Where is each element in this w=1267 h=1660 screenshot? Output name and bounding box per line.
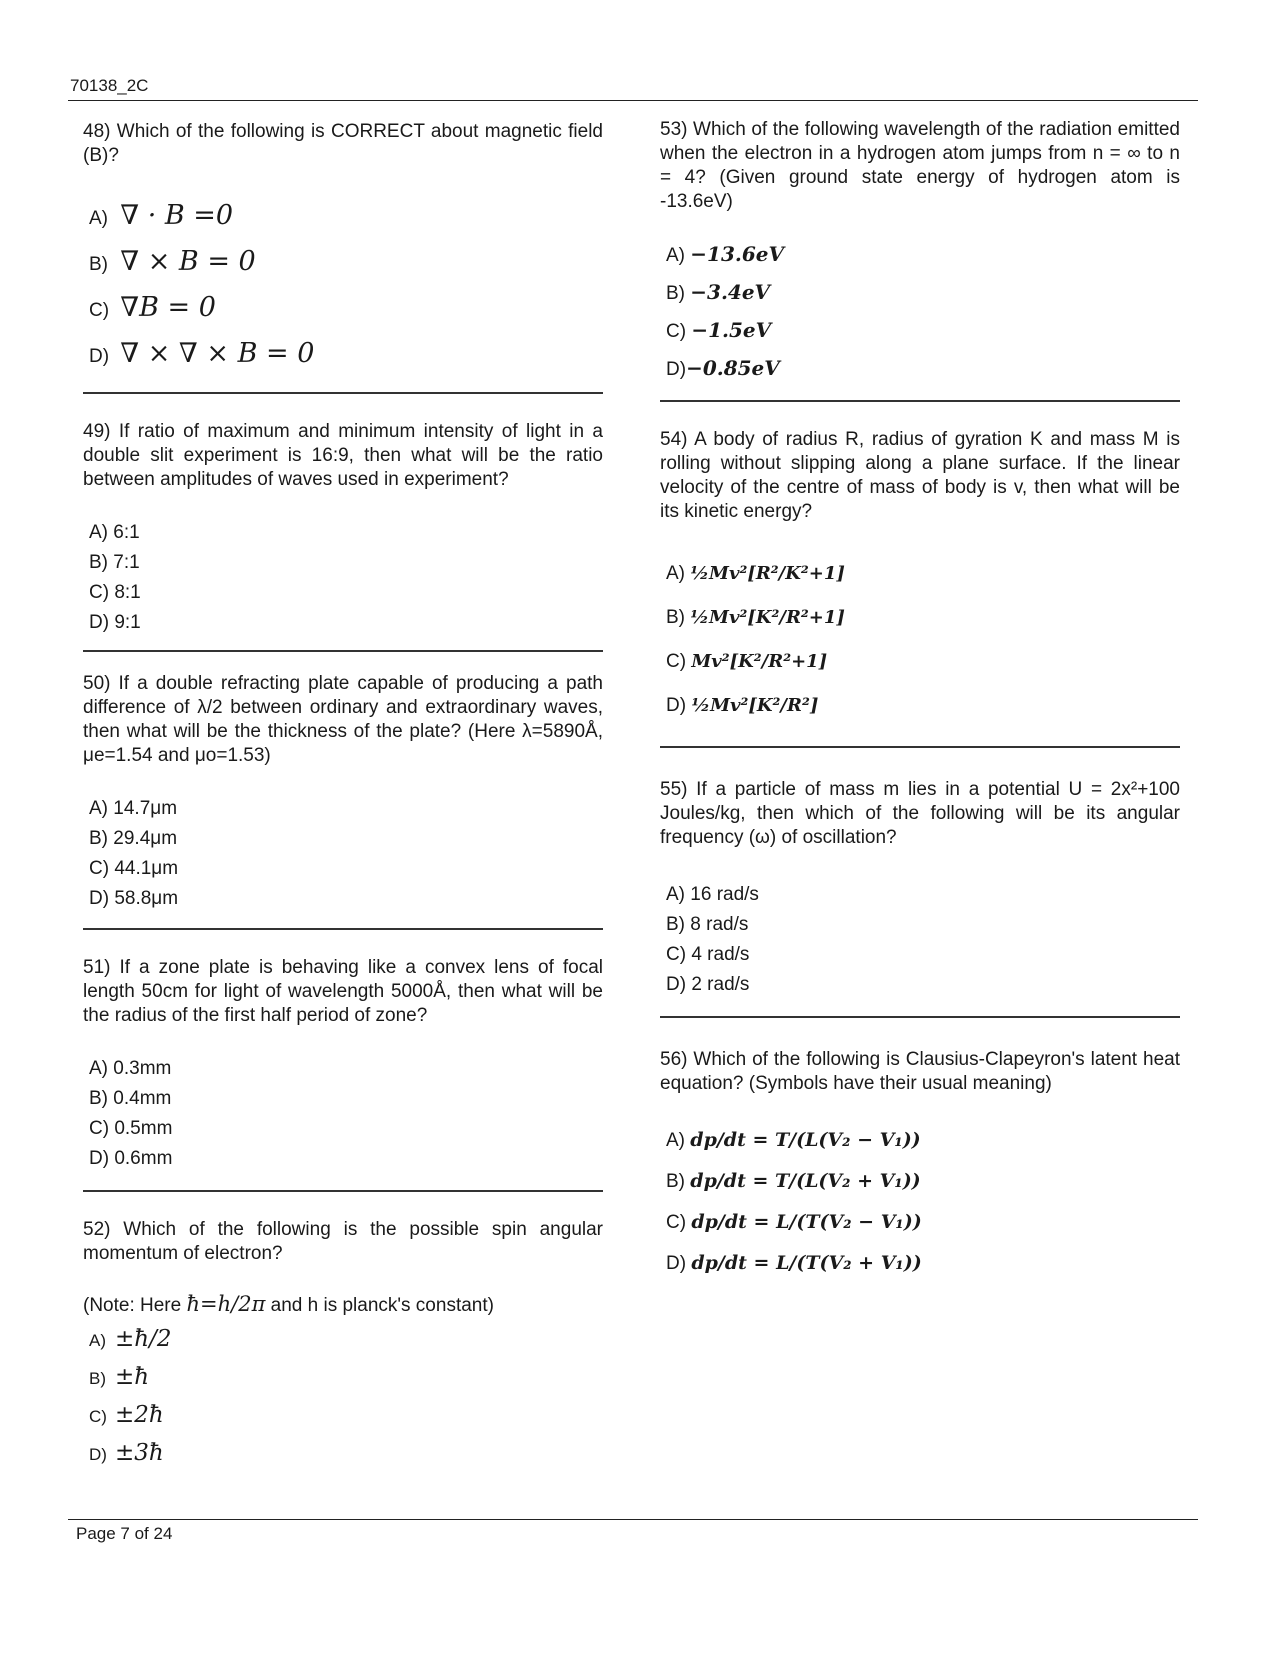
option-52-c[interactable]: C) ±2ħ (89, 1402, 164, 1428)
option-49-b[interactable]: B) 7:1 (89, 552, 140, 573)
separator (660, 1016, 1180, 1018)
option-52-b[interactable]: B) ±ħ (89, 1364, 150, 1390)
question-52-note: (Note: Here ħ=h/2π and h is planck's constant) (83, 1292, 494, 1316)
question-54 (660, 428, 1180, 748)
separator (660, 746, 1180, 748)
question-56 (660, 1048, 1180, 1284)
option-56-b[interactable]: B) dp/dt = T/(L(V₂ + V₁)) (666, 1170, 921, 1192)
option-54-a[interactable]: A) ½Mv²[R²/K²+1] (666, 563, 845, 584)
option-51-d[interactable]: D) 0.6mm (89, 1148, 173, 1169)
right-column (660, 118, 1180, 1284)
option-48-d[interactable]: D) ∇ × ∇ × B = 0 (89, 338, 315, 369)
question-55 (660, 778, 1180, 1018)
option-56-d[interactable]: D) dp/dt = L/(T(V₂ + V₁)) (666, 1252, 922, 1274)
option-55-b[interactable]: B) 8 rad/s (666, 914, 749, 935)
option-51-a[interactable]: A) 0.3mm (89, 1058, 172, 1079)
footer-rule (68, 1519, 1198, 1520)
question-55-text: 55) If a particle of mass m lies in a potential U = 2x²+100 Joules/kg, then which of the following will be its angular frequency (ω) of oscillation? (660, 779, 1180, 848)
option-56-c[interactable]: C) dp/dt = L/(T(V₂ − V₁)) (666, 1211, 922, 1233)
option-51-c[interactable]: C) 0.5mm (89, 1118, 173, 1139)
question-48 (83, 120, 603, 394)
option-55-c[interactable]: C) 4 rad/s (666, 944, 750, 965)
option-52-d[interactable]: D) ±3ħ (89, 1440, 164, 1466)
option-54-c[interactable]: C) Mv²[K²/R²+1] (666, 651, 828, 672)
option-50-a[interactable]: A) 14.7μm (89, 798, 178, 819)
question-53-text: 53) Which of the following wavelength of the radiation emitted when the electron in a hydrogen atom jumps from n = ∞ to n = 4? (Given ground state energy of hydrogen atom is -13.6eV) (660, 119, 1180, 212)
question-53-options (660, 236, 1180, 388)
separator (660, 400, 1180, 402)
question-52 (83, 1218, 603, 1473)
question-51-options (83, 1054, 603, 1174)
question-56-options (660, 1120, 1180, 1284)
option-48-b[interactable]: B) ∇ × B = 0 (89, 246, 256, 277)
question-48-text: 48) Which of the following is CORRECT about magnetic field (B)? (83, 121, 603, 166)
option-48-a[interactable]: A) ∇ · B =0 (89, 200, 234, 231)
header-rule (68, 100, 1198, 101)
question-49 (83, 420, 603, 652)
option-53-d[interactable]: D)−0.85eV (666, 356, 780, 380)
separator (83, 1190, 603, 1192)
option-53-c[interactable]: C) −1.5eV (666, 318, 772, 342)
question-52-text: 52) Which of the following is the possible spin angular momentum of electron? (83, 1219, 603, 1264)
question-55-options (660, 880, 1180, 1000)
question-49-options (83, 518, 603, 638)
option-50-d[interactable]: D) 58.8μm (89, 888, 179, 909)
question-51 (83, 956, 603, 1192)
question-54-text: 54) A body of radius R, radius of gyration K and mass M is rolling without slipping along a plane surface. If the linear velocity of the centre of mass of body is v, then what will be its kinetic energy? (660, 429, 1180, 522)
separator (83, 928, 603, 930)
option-48-c[interactable]: C) ∇B = 0 (89, 292, 216, 323)
option-49-c[interactable]: C) 8:1 (89, 582, 141, 603)
question-53 (660, 118, 1180, 402)
paper-code: 70138_2C (70, 76, 149, 95)
option-54-b[interactable]: B) ½Mv²[K²/R²+1] (666, 607, 845, 628)
question-50-text: 50) If a double refracting plate capable of producing a path difference of λ/2 between ordinary and extraordinary waves, then what will be the thickness of the plate? (Here λ=5890Å, μe=1.54 and μo=1.53) (83, 673, 603, 766)
separator (83, 650, 603, 652)
option-53-a[interactable]: A) −13.6eV (666, 242, 784, 266)
question-50 (83, 672, 603, 930)
option-54-d[interactable]: D) ½Mv²[K²/R²] (666, 695, 819, 716)
question-54-options (660, 552, 1180, 728)
option-51-b[interactable]: B) 0.4mm (89, 1088, 172, 1109)
left-column (83, 120, 603, 1473)
option-55-a[interactable]: A) 16 rad/s (666, 884, 759, 905)
option-49-a[interactable]: A) 6:1 (89, 522, 140, 543)
question-51-text: 51) If a zone plate is behaving like a convex lens of focal length 50cm for light of wavelength 5000Å, then what will be the radius of the first half period of zone? (83, 957, 603, 1026)
question-52-options (83, 1321, 603, 1473)
question-56-text: 56) Which of the following is Clausius-Clapeyron's latent heat equation? (Symbols have their usual meaning) (660, 1049, 1180, 1094)
option-55-d[interactable]: D) 2 rad/s (666, 974, 750, 995)
option-50-b[interactable]: B) 29.4μm (89, 828, 178, 849)
question-48-options (83, 194, 603, 378)
option-56-a[interactable]: A) dp/dt = T/(L(V₂ − V₁)) (666, 1129, 921, 1151)
option-50-c[interactable]: C) 44.1μm (89, 858, 179, 879)
option-53-b[interactable]: B) −3.4eV (666, 280, 771, 304)
option-49-d[interactable]: D) 9:1 (89, 612, 141, 633)
option-52-a[interactable]: A) ±ħ/2 (89, 1326, 172, 1352)
question-50-options (83, 794, 603, 914)
page-number: Page 7 of 24 (76, 1524, 173, 1543)
separator (83, 392, 603, 394)
question-49-text: 49) If ratio of maximum and minimum intensity of light in a double slit experiment is 16:9, then what will be the ratio between amplitudes of waves used in experiment? (83, 421, 603, 490)
hbar-definition: ħ=h/2π (186, 1292, 266, 1316)
